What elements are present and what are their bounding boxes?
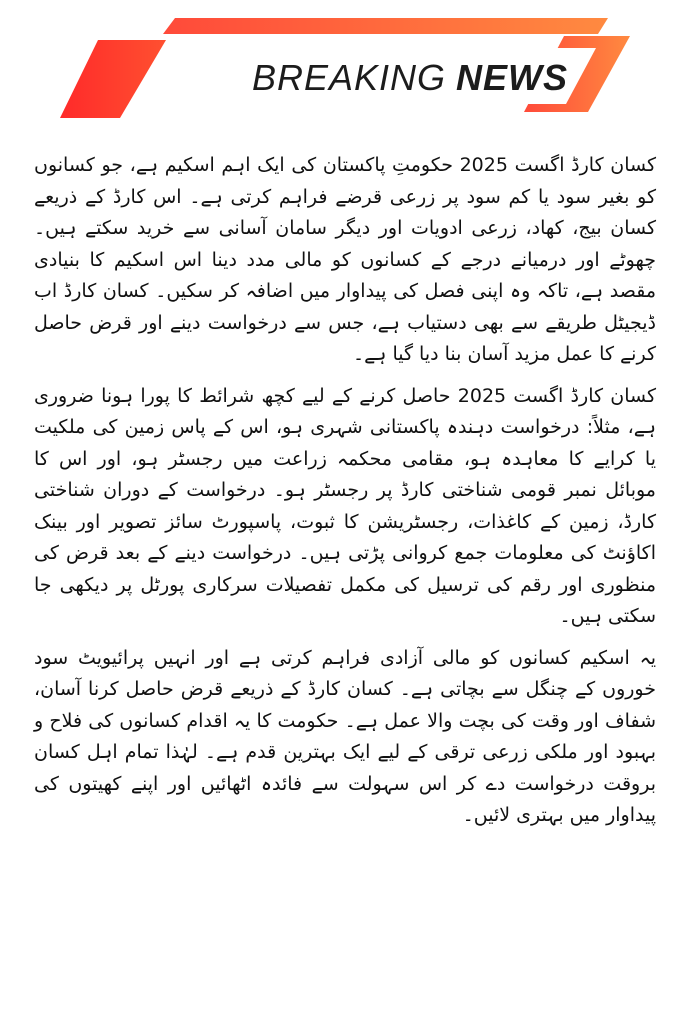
banner-block-left	[60, 40, 166, 118]
article-body	[34, 150, 656, 842]
banner-title	[210, 52, 610, 104]
banner-stripe-top	[163, 18, 608, 34]
article-paragraph-1: کسان کارڈ اگست 2025 حکومتِ پاکستان کی ایک اہم اسکیم ہے، جو کسانوں کو بغیر سود یا کم سود پر زرعی قرضے فراہم کرتی ہے۔ اس کارڈ کے ذریعے کسان بیج، کھاد، زرعی ادویات اور دیگر سامان آسانی سے خرید سکتے ہیں۔ چھوٹے اور درمیانے درجے کے کسانوں کو مالی مدد دینا اس اسکیم کا بنیادی مقصد ہے، تاکہ وہ اپنی فصل کی پیداوار میں اضافہ کر سکیں۔ کسان کارڈ اب ڈیجیٹل طریقے سے بھی دستیاب ہے، جس سے درخواست دینے اور قرض حاصل کرنے کا عمل مزید آسان بنا دیا گیا ہے۔	[34, 154, 656, 365]
banner-word-news: NEWS	[456, 57, 569, 98]
article-paragraph-3: یہ اسکیم کسانوں کو مالی آزادی فراہم کرتی ہے اور انہیں پرائیویٹ سود خوروں کے چنگل سے بچاتی ہے۔ کسان کارڈ کے ذریعے قرض حاصل کرنا آسان، شفاف اور وقت کی بچت والا عمل ہے۔ حکومت کا یہ اقدام کسانوں کی فلاح و بہبود اور ملکی زرعی ترقی کے لیے ایک بہترین قدم ہے۔ لہٰذا تمام اہل کسان بروقت درخواست دے کر اس سہولت سے فائدہ اٹھائیں اور اپنے کھیتوں کی پیداوار میں بہتری لائیں۔	[34, 646, 656, 826]
banner-word-breaking: BREAKING	[251, 57, 447, 98]
article-paragraph-2: کسان کارڈ اگست 2025 حاصل کرنے کے لیے کچھ شرائط کا پورا ہونا ضروری ہے، مثلاً: درخواست دہندہ پاکستانی شہری ہو، اس کے پاس زمین کی ملکیت یا کرایے کا معاہدہ ہو، مقامی محکمہ زراعت میں رجسٹر ہو، اور اس کا موبائل نمبر قومی شناختی کارڈ پر رجسٹر ہو۔ درخواست کے دوران شناختی کارڈ، زمین کے کاغذات، رجسٹریشن کا ثبوت، پاسپورٹ سائز تصویر اور بینک اکاؤنٹ کی معلومات جمع کروانی پڑتی ہیں۔ درخواست دینے کے بعد قرض کی منظوری اور رقم کی ترسیل کی مکمل تفصیلات سرکاری پورٹل پر دیکھی جا سکتی ہیں۔	[34, 384, 657, 627]
breaking-news-banner	[60, 8, 630, 123]
